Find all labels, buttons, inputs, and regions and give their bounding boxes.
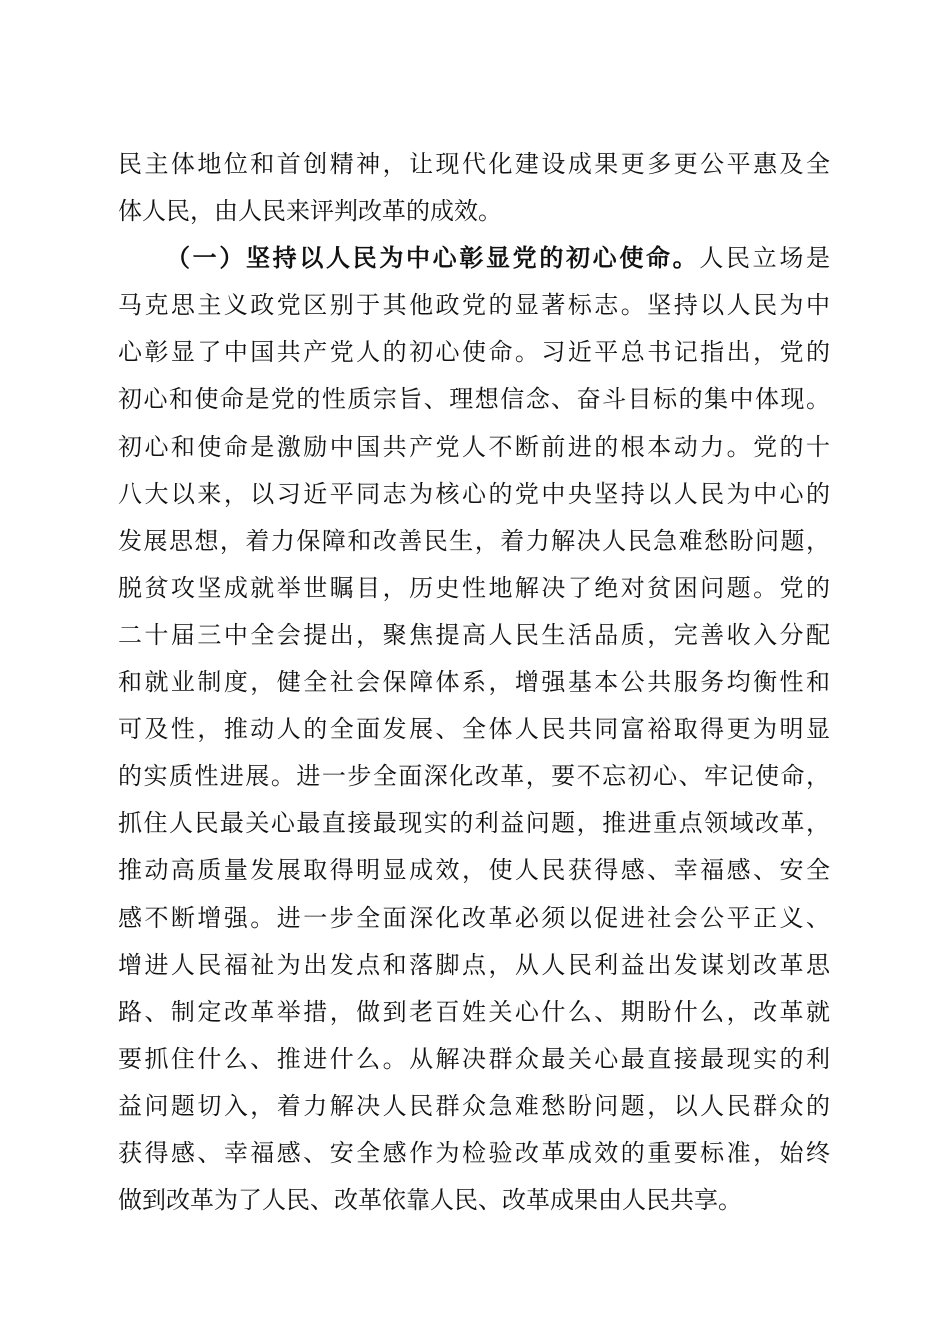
text-line: 民主体地位和首创精神，让现代化建设成果更多更公平惠及全 <box>118 150 830 178</box>
text-line: 获得感、幸福感、安全感作为检验改革成效的重要标准，始终 <box>118 1138 830 1167</box>
text-line: 的实质性进展。进一步全面深化改革，要不忘初心、牢记使命， <box>118 762 830 791</box>
text-line: 和就业制度，健全社会保障体系，增强基本公共服务均衡性和 <box>118 668 830 697</box>
section-heading-line <box>118 235 830 282</box>
text-line: 做到改革为了人民、改革依靠人民、改革成果由人民共享。 <box>118 1186 742 1215</box>
text-line: 脱贫攻坚成就举世瞩目，历史性地解决了绝对贫困问题。党的 <box>118 573 830 602</box>
section-heading: （一）坚持以人民为中心彰显党的初心使命。 <box>166 244 700 273</box>
text-line: 二十届三中全会提出，聚焦提高人民生活品质，完善收入分配 <box>118 620 830 649</box>
text-line: 可及性，推动人的全面发展、全体人民共同富裕取得更为明显 <box>118 715 830 744</box>
text-line: 路、制定改革举措，做到老百姓关心什么、期盼什么，改革就 <box>118 997 830 1026</box>
body-text <box>118 141 830 1224</box>
text-line: 八大以来，以习近平同志为核心的党中央坚持以人民为中心的 <box>118 479 830 508</box>
text-line: 益问题切入，着力解决人民群众急难愁盼问题，以人民群众的 <box>118 1091 830 1120</box>
text-line: 要抓住什么、推进什么。从解决群众最关心最直接最现实的利 <box>118 1044 830 1073</box>
text-line: 增进人民福祉为出发点和落脚点，从人民利益出发谋划改革思 <box>118 950 830 979</box>
text-line: 感不断增强。进一步全面深化改革必须以促进社会公平正义、 <box>118 903 830 932</box>
text-line: 心彰显了中国共产党人的初心使命。习近平总书记指出，党的 <box>118 338 830 367</box>
text-line: 初心和使命是党的性质宗旨、理想信念、奋斗目标的集中体现。 <box>118 385 830 414</box>
text-line: 初心和使命是激励中国共产党人不断前进的根本动力。党的十 <box>118 432 830 461</box>
text-line: 马克思主义政党区别于其他政党的显著标志。坚持以人民为中 <box>118 291 830 320</box>
text-span: 人民立场是 <box>699 244 830 273</box>
text-line: 抓住人民最关心最直接最现实的利益问题，推进重点领域改革， <box>118 809 830 838</box>
text-line: 发展思想，着力保障和改善民生，着力解决人民急难愁盼问题， <box>118 526 830 555</box>
text-line: 推动高质量发展取得明显成效，使人民获得感、幸福感、安全 <box>118 856 830 885</box>
text-line: 体人民，由人民来评判改革的成效。 <box>118 197 502 226</box>
